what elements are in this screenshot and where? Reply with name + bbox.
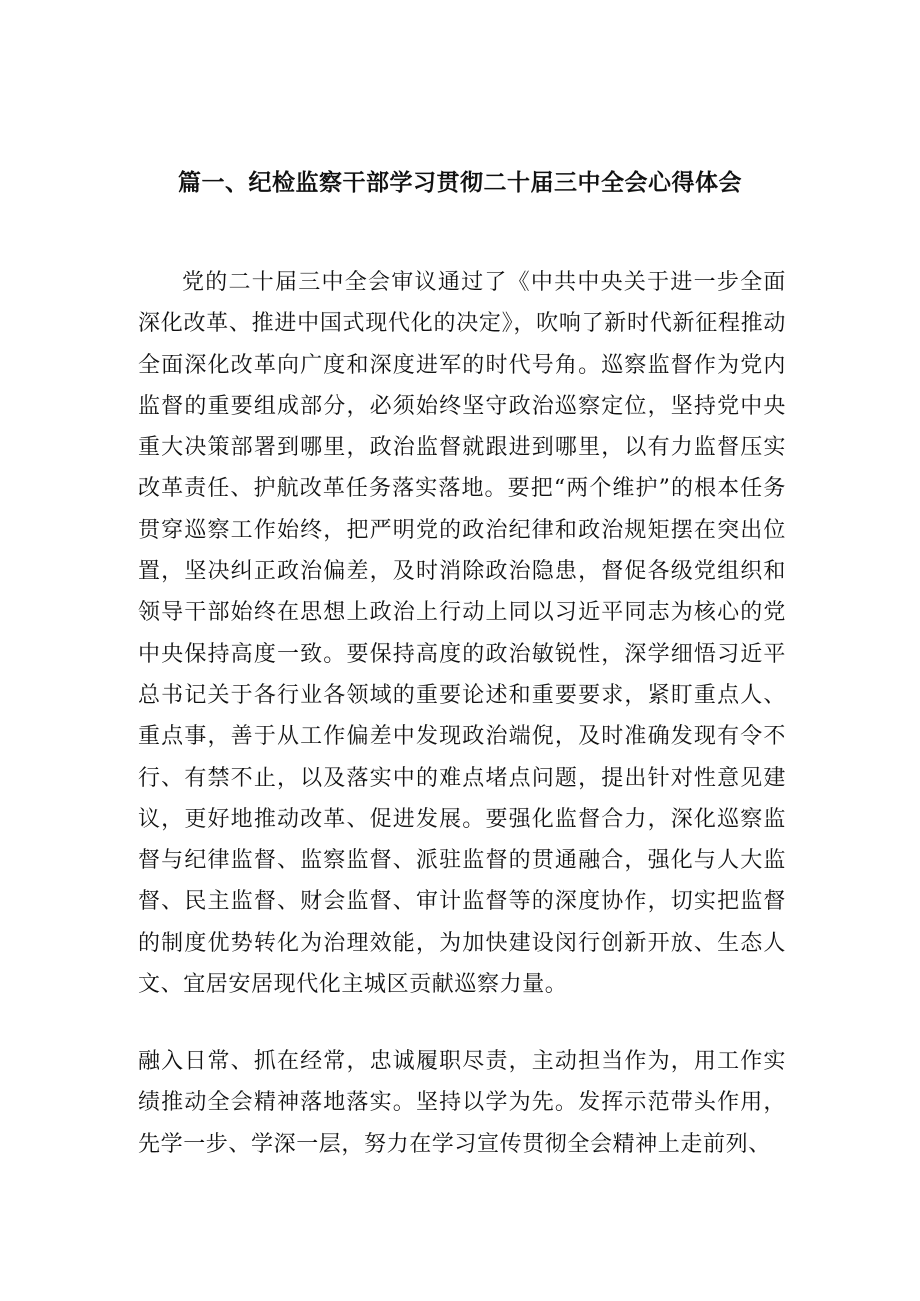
document-title: 篇一、纪检监察干部学习贯彻二十届三中全会心得体会	[178, 170, 742, 196]
paragraph-1: 党的二十届三中全会审议通过了《中共中央关于进一步全面深化改革、推进中国式现代化的决定》，吹响了新时代新征程推动全面深化改革向广度和深度进军的时代号角。巡察监督作为党内监督的重要组成部分，必须始终坚守政治巡察定位，坚持党中央重大决策部署到哪里，政治监督就跟进到哪里，以有力监督压实改革责任、护航改革任务落实落地。要把“两个维护”的根本任务贯穿巡察工作始终，把严明党的政治纪律和政治规矩摆在突出位置，坚决纠正政治偏差，及时消除政治隐患，督促各级党组织和领导干部始终在思想上政治上行动上同以习近平同志为核心的党中央保持高度一致。要保持高度的政治敏锐性，深学细悟习近平总书记关于各行业各领域的重要论述和重要要求，紧盯重点人、重点事，善于从工作偏差中发现政治端倪，及时准确发现有令不行、有禁不止，以及落实中的难点堵点问题，提出针对性意见建议，更好地推动改革、促进发展。要强化监督合力，深化巡察监督与纪律监督、监察监督、派驻监督的贯通融合，强化与人大监督、民主监督、财会监督、审计监督等的深度协作，切实把监督的制度优势转化为治理效能，为加快建设闵行创新开放、生态人文、宜居安居现代化主城区贡献巡察力量。	[138, 270, 786, 998]
paragraph-2: 融入日常、抓在经常，忠诚履职尽责，主动担当作为，用工作实绩推动全会精神落地落实。坚持以学为先。发挥示范带头作用，先学一步、学深一层，努力在学习宣传贯彻全会精神上走前列、	[138, 1049, 786, 1157]
